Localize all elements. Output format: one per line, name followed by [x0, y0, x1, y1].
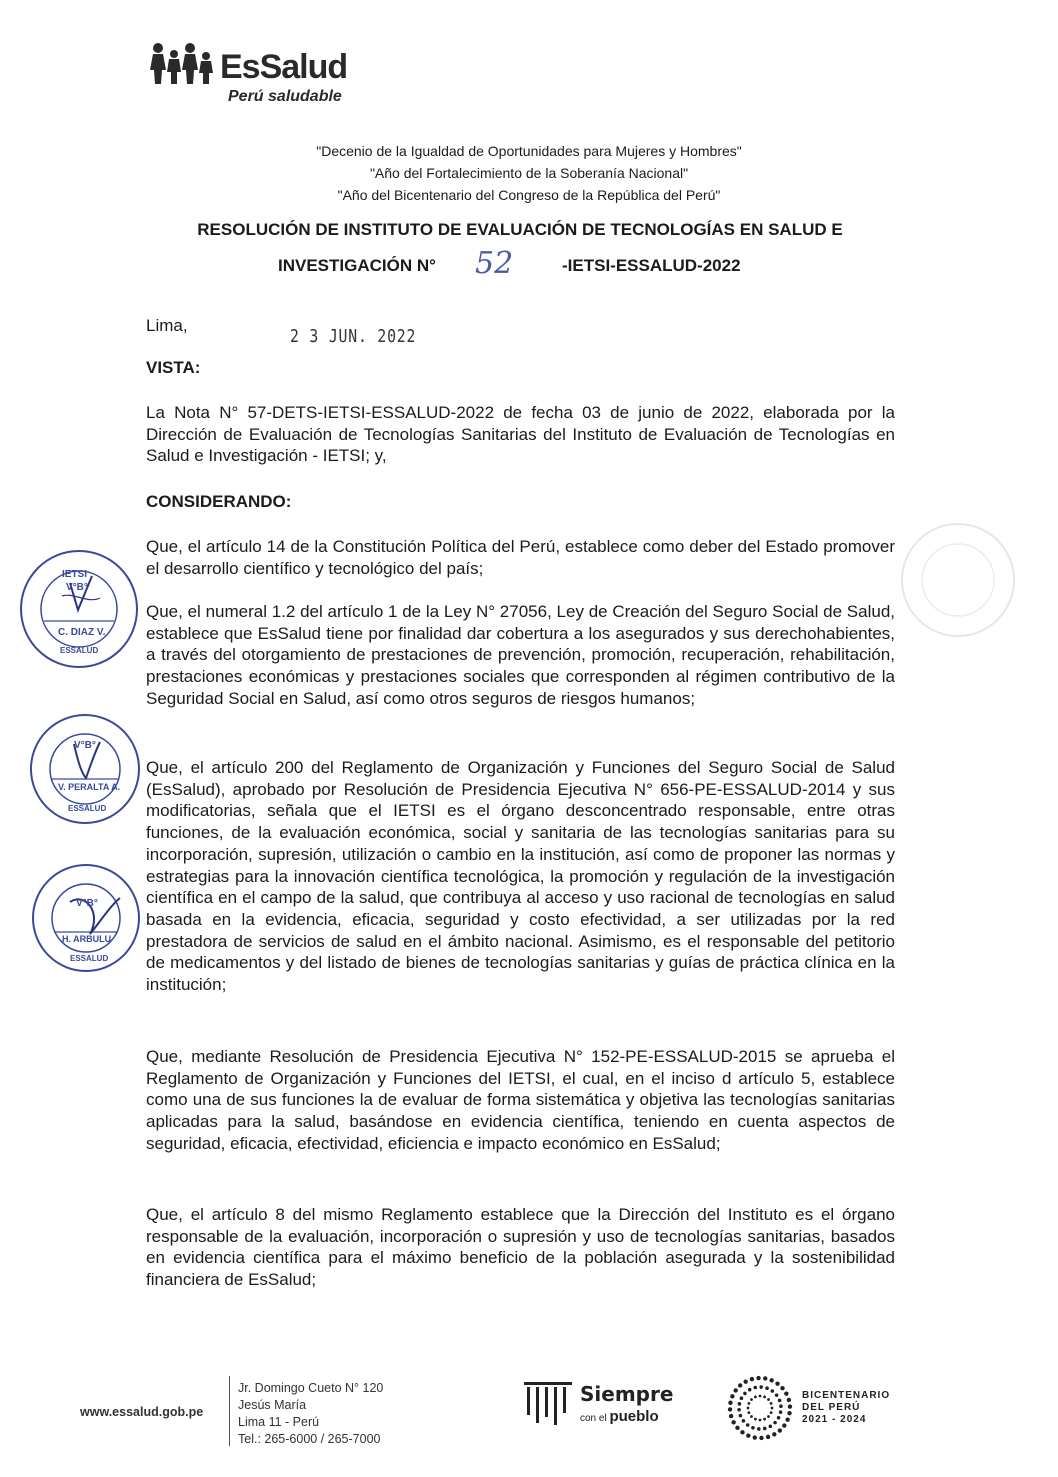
- footer-divider: [229, 1376, 230, 1446]
- bicentenario-line: BICENTENARIO: [802, 1390, 891, 1401]
- slogan-small: con el: [580, 1413, 607, 1424]
- address-line: Lima 11 - Perú: [238, 1415, 320, 1429]
- footer-website: www.essalud.gob.pe: [80, 1405, 204, 1419]
- stamp-name: H. ARBULU: [62, 934, 112, 944]
- resolution-number-handwritten: 52: [475, 246, 514, 281]
- address-line: Tel.: 265-6000 / 265-7000: [238, 1432, 381, 1446]
- stamp-org: ESSALUD: [68, 804, 107, 813]
- considerando-paragraph: Que, el numeral 1.2 del artículo 1 de la Ley N° 27056, Ley de Creación del Seguro Social de Salud, establece que EsSalud tiene por finalidad dar cobertura a los asegurados y sus derechohabientes, a través del otorgamiento de prestaciones de prevención, promoción, recuperación, rehabilitación, prestaciones económicas y prestaciones sociales que corresponden al régimen contributivo de la Seguridad Social en Salud, así como otros seguros de riesgos humanos;: [146, 602, 895, 708]
- decenio-line: "Decenio de la Igualdad de Oportunidades para Mujeres y Hombres": [316, 143, 742, 159]
- resolution-title-prefix: INVESTIGACIÓN N°: [278, 256, 436, 275]
- stamp-vb: V°B°: [66, 582, 88, 593]
- stamp-vb: V°B°: [74, 740, 96, 751]
- vista-paragraph: La Nota N° 57-DETS-IETSI-ESSALUD-2022 de fecha 03 de junio de 2022, elaborada por la Dirección de Evaluación de Tecnologías Sanitarias del Instituto de Evaluación de Tecnologías en Salud e Investigación - IETSI; y,: [146, 403, 895, 466]
- stamp-title: IETSI: [62, 569, 88, 580]
- slogan-main: Siempre: [580, 1382, 674, 1406]
- resolution-title-suffix: -IETSI-ESSALUD-2022: [562, 256, 741, 275]
- considerando-heading: CONSIDERANDO:: [146, 492, 292, 511]
- faint-seal-icon: [898, 520, 1018, 640]
- bicentenario-label: [802, 1390, 890, 1426]
- considerando-paragraph: Que, mediante Resolución de Presidencia Ejecutiva N° 152-PE-ESSALUD-2015 se aprueba el Reglamento de Organización y Funciones del IETSI, el cual, en el inciso d artículo 5, establece como una de sus funciones la de evaluar de forma sistemática y objetiva las tecnologías sanitarias aplicadas para la salud, basándose en evidencia científica, teniendo en cuenta aspectos de seguridad, eficacia, efectividad, eficiencia e impacto económico en EsSalud;: [146, 1047, 895, 1153]
- decenio-block: [0, 140, 1058, 206]
- bicentenario-sun-icon: [726, 1374, 794, 1442]
- stamp-vb: V°B°: [76, 898, 98, 909]
- slogan-big: pueblo: [609, 1408, 659, 1425]
- essalud-logo: [150, 40, 380, 110]
- decenio-line: "Año del Bicentenario del Congreso de la República del Perú": [337, 187, 721, 203]
- peralta-approval-stamp: [28, 712, 142, 826]
- considerando-paragraph: Que, el artículo 200 del Reglamento de Organización y Funciones del Seguro Social de Salud (EsSalud), aprobado por Resolución de Presidencia Ejecutiva N° 656-PE-ESSALUD-2014 y sus modificatorias, señala que el IETSI es el órgano desconcentrado responsable, entre otras funciones, de la evaluación económica, social y sanitaria de las tecnologías sanitarias para su incorporación, supresión, utilización o cambio en la institución, así como de proponer las normas y estrategias para la innovación científica tecnológica, la promoción y regulación de la investigación científica en el campo de la salud, que contribuya al acceso y uso racional de tecnologías en salud basada en la evidencia, eficacia, seguridad y costo efectividad, a ser utilizadas por la red prestadora de servicios de salud en el ámbito nacional. Asimismo, es el responsable del petitorio de medicamentos y del listado de bienes de tecnologías sanitarias y guías de práctica clínica en la institución;: [146, 758, 895, 995]
- bicentenario-line: DEL PERÚ: [802, 1402, 861, 1413]
- ietsi-approval-stamp: [18, 548, 140, 670]
- considerando-paragraph: Que, el artículo 14 de la Constitución Política del Perú, establece como deber del Estado promover el desarrollo científico y tecnológico del país;: [146, 537, 895, 578]
- stamp-org: ESSALUD: [60, 646, 99, 655]
- siempre-con-el-pueblo-logo: [522, 1378, 692, 1428]
- stamp-name: V. PERALTA A.: [58, 782, 121, 792]
- address-line: Jesús María: [238, 1398, 307, 1412]
- footer-address: [238, 1380, 383, 1448]
- brand-name: EsSalud: [220, 48, 348, 86]
- address-line: Jr. Domingo Cueto N° 120: [238, 1381, 384, 1395]
- columns-icon: [522, 1378, 574, 1426]
- location-label: Lima,: [146, 316, 188, 335]
- slogan-secondary: [580, 1408, 659, 1425]
- resolution-title-line1: RESOLUCIÓN DE INSTITUTO DE EVALUACIÓN DE TECNOLOGÍAS EN SALUD E: [197, 220, 843, 239]
- vista-heading: VISTA:: [146, 358, 201, 377]
- stamp-name: C. DIAZ V.: [58, 627, 106, 638]
- date-stamp: 2 3 JUN. 2022: [290, 326, 417, 347]
- decenio-line: "Año del Fortalecimiento de la Soberanía Nacional": [369, 165, 689, 181]
- brand-tagline: Perú saludable: [228, 88, 342, 105]
- considerando-paragraph: Que, el artículo 8 del mismo Reglamento establece que la Dirección del Instituto es el órgano responsable de la evaluación, incorporación o supresión y uso de tecnologías sanitarias, basados en evidencia científica para el máximo beneficio de la población asegurada y la sostenibilidad financiera de EsSalud;: [146, 1205, 895, 1290]
- asesoria-juridica-stamp: [30, 862, 142, 974]
- family-figures-icon: [150, 40, 222, 86]
- stamp-org: ESSALUD: [70, 954, 109, 963]
- bicentenario-line: 2021 - 2024: [802, 1414, 867, 1425]
